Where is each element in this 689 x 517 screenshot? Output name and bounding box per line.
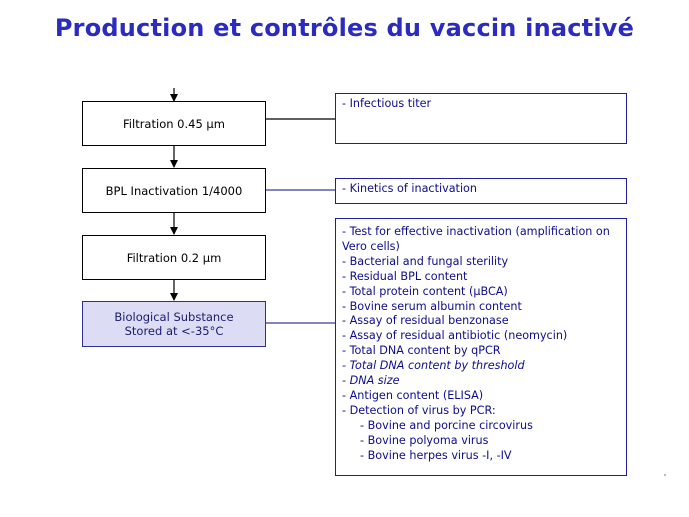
step-biological-substance-line1: Biological Substance [114,310,234,324]
control-item: - Total protein content (µBCA) [342,284,508,298]
control-item: - Residual BPL content [342,269,468,283]
control-item: - Total DNA content by qPCR [342,344,501,358]
step-biological-substance-line2: Stored at <-35°C [124,324,224,338]
step-filtration-02 [82,235,266,280]
control-item: - Total DNA content by threshold [342,359,525,373]
controls-filtration-045 [335,93,627,144]
control-item: - Assay of residual benzonase [342,314,509,328]
control-subitem: - Bovine herpes virus -I, -IV [360,448,512,462]
step-filtration-045 [82,101,266,146]
step-filtration-045-label: Filtration 0.45 µm [123,116,225,131]
control-item: - Antigen content (ELISA) [342,388,484,402]
control-item: - Bacterial and fungal sterility [342,254,509,268]
control-item: - Bovine serum albumin content [342,299,522,313]
controls-biological-substance [335,218,627,476]
control-subitem: - Bovine and porcine circovirus [360,418,533,432]
slide-title: Production et contrôles du vaccin inactivé [54,14,635,42]
control-item: - Infectious titer [342,97,432,110]
control-item: - Test for effective inactivation (amplification on Vero cells) [342,225,610,253]
controls-bpl-inactivation [335,178,627,204]
control-item: - Detection of virus by PCR: [342,403,496,417]
control-item: - Kinetics of inactivation [342,182,477,195]
step-filtration-02-label: Filtration 0.2 µm [126,250,222,265]
control-item: - Assay of residual antibiotic (neomycin) [342,329,568,343]
step-biological-substance [82,301,266,347]
step-bpl-inactivation-label: BPL Inactivation 1/4000 [105,183,243,198]
control-subitem: - Bovine polyoma virus [360,433,489,447]
control-item: - DNA size [342,374,400,388]
step-bpl-inactivation [82,168,266,213]
decorative-dot [664,474,666,476]
